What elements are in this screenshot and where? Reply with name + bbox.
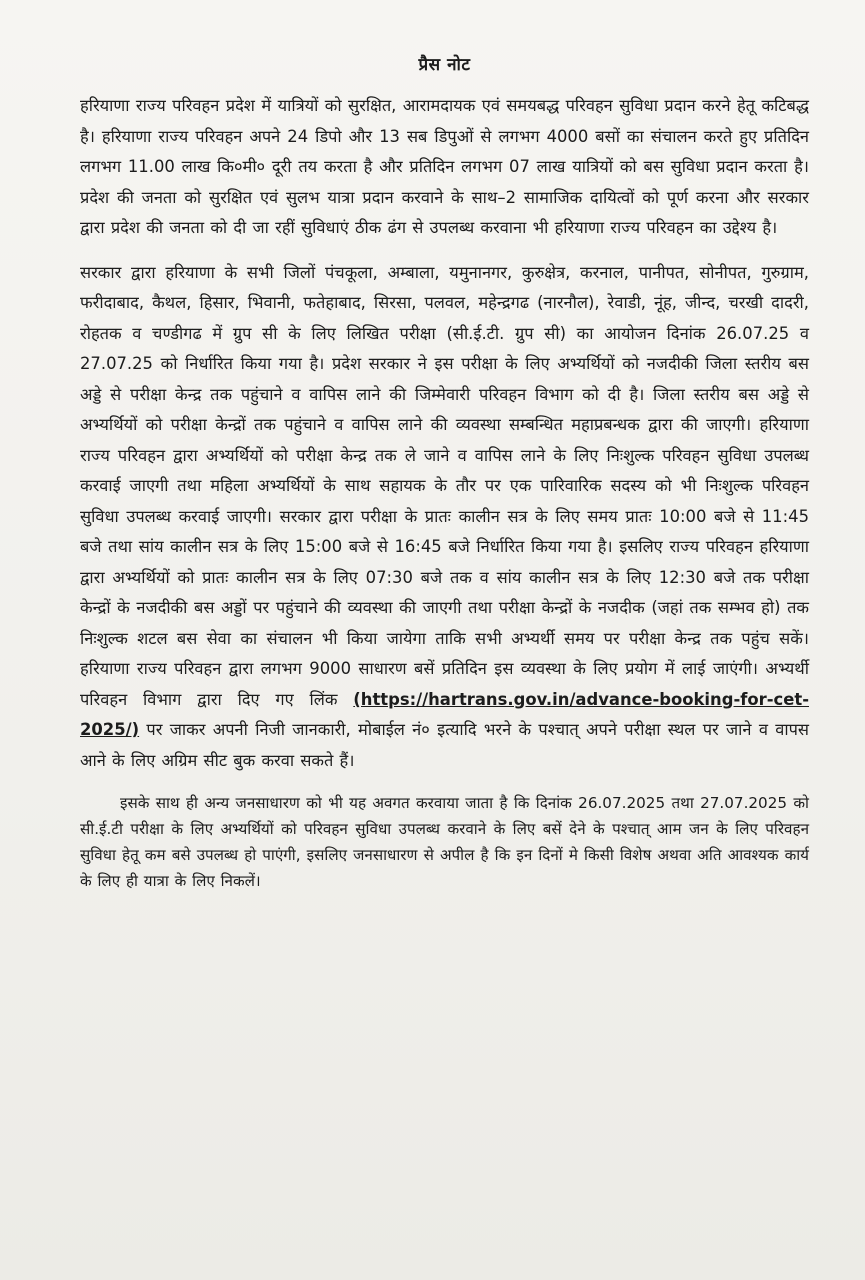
paragraph-cet-text-1: सरकार द्वारा हरियाणा के सभी जिलों पंचकूला, अम्बाला, यमुनानगर, कुरुक्षेत्र, करनाल, पानीपत, सोनीपत, गुरुग्राम, फरीदाबाद, कैथल, हिसार, भिवानी, फतेहाबाद, सिरसा, पलवल, महेन्द्रगढ (नारनौल), रेवाडी, नूंह, जीन्द, चरखी दादरी, रोहतक व चण्डीगढ में ग्रुप सी के लिए लिखित परीक्षा (सी.ई.टी. ग्रुप सी) का आयोजन दिनांक 26.07.25 व 27.07.25 को निर्धारित किया गया है। प्रदेश सरकार ने इस परीक्षा के लिए अभ्यर्थियों को नजदीकी जिला स्तरीय बस अड्डे से परीक्षा केन्द्र तक पहुंचाने व वापिस लाने की जिम्मेवारी परिवहन विभाग को दी है। जिला स्तरीय बस अड्डे से अभ्यर्थियों को परीक्षा केन्द्रों तक पहुंचाने व वापिस लाने की व्यवस्था सम्बन्धित महाप्रबन्धक द्वारा की जाएगी। हरियाणा राज्य परिवहन द्वारा अभ्यर्थियों को परीक्षा केन्द्र तक ले जाने व वापिस लाने के लिए निःशुल्क परिवहन सुविधा उपलब्ध करवाई जाएगी तथा महिला अभ्यर्थियों के साथ सहायक के तौर पर एक पारिवारिक सदस्य को भी निःशुल्क परिवहन सुविधा उपलब्ध करवाई जाएगी। सरकार द्वारा परीक्षा के प्रातः कालीन सत्र के लिए समय प्रातः 10:00 बजे से 11:45 बजे तथा सांय कालीन सत्र के लिए 15:00 बजे से 16:45 बजे निर्धारित किया गया है। इसलिए राज्य परिवहन हरियाणा द्वारा अभ्यर्थियों को प्रातः कालीन सत्र के लिए 07:30 बजे तक व सांय कालीन सत्र के लिए 12:30 बजे तक परीक्षा केन्द्रों के नजदीकी बस अड्डों पर पहुंचाने की व्यवस्था की जाएगी तथा परीक्षा केन्द्रों के नजदीक (जहां तक सम्भव हो) तक निःशुल्क शटल बस सेवा का संचालन भी किया जायेगा ताकि सभी अभ्यर्थी समय पर परीक्षा केन्द्र तक पहुंच सकें। हरियाणा राज्य परिवहन द्वारा लगभग 9000 साधारण बसें प्रतिदिन इस व्यवस्था के लिए प्रयोग में लाई जाएंगी। अभ्यर्थी परिवहन विभाग द्वारा दिए गए लिंक bbox=[80, 262, 809, 709]
paragraph-cet-text-2: पर जाकर अपनी निजी जानकारी, मोबाईल नं० इत्यादि भरने के पश्चात् अपने परीक्षा स्थल पर जाने व वापस आने के लिए अग्रिम सीट बुक करवा सकते हैं। bbox=[80, 720, 809, 770]
paragraph-transport-intro: हरियाणा राज्य परिवहन प्रदेश में यात्रियों को सुरक्षित, आरामदायक एवं समयबद्ध परिवहन सुविधा प्रदान करने हेतू कटिबद्ध है। हरियाणा राज्य परिवहन अपने 24 डिपो और 13 सब डिपुओं से लगभग 4000 बसों का संचालन करते हुए प्रतिदिन लगभग 11.00 लाख कि०मी० दूरी तय करता है और प्रतिदिन लगभग 07 लाख यात्रियों को बस सुविधा प्रदान करता है। प्रदेश की जनता को सुरक्षित एवं सुलभ यात्रा प्रदान करवाने के साथ–2 सामाजिक दायित्वों को पूर्ण करना और सरकार द्वारा प्रदेश की जनता को दी जा रहीं सुविधाएं ठीक ढंग से उपलब्ध करवाना भी हरियाणा राज्य परिवहन का उद्देश्य है। bbox=[80, 96, 809, 237]
paragraph-cet-arrangements bbox=[80, 258, 809, 777]
document-title: प्रैस नोट bbox=[418, 55, 471, 75]
advance-booking-link[interactable]: (https://hartrans.gov.in/advance-booking-for-cet-2025/) bbox=[80, 689, 809, 739]
paragraph-public-appeal: इसके साथ ही अन्य जनसाधारण को भी यह अवगत करवाया जाता है कि दिनांक 26.07.2025 तथा 27.07.2025 को सी.ई.टी परीक्षा के लिए अभ्यर्थियों को परिवहन सुविधा उपलब्ध करवाने के लिए बसें देने के पश्चात् आम जन के लिए परिवहन सुविधा हेतू कम बसे उपलब्ध हो पाएंगी, इसलिए जनसाधारण से अपील है कि इन दिनों मे किसी विशेष अथवा अति आवश्यक कार्य के लिए ही यात्रा के लिए निकलें। bbox=[80, 794, 809, 890]
